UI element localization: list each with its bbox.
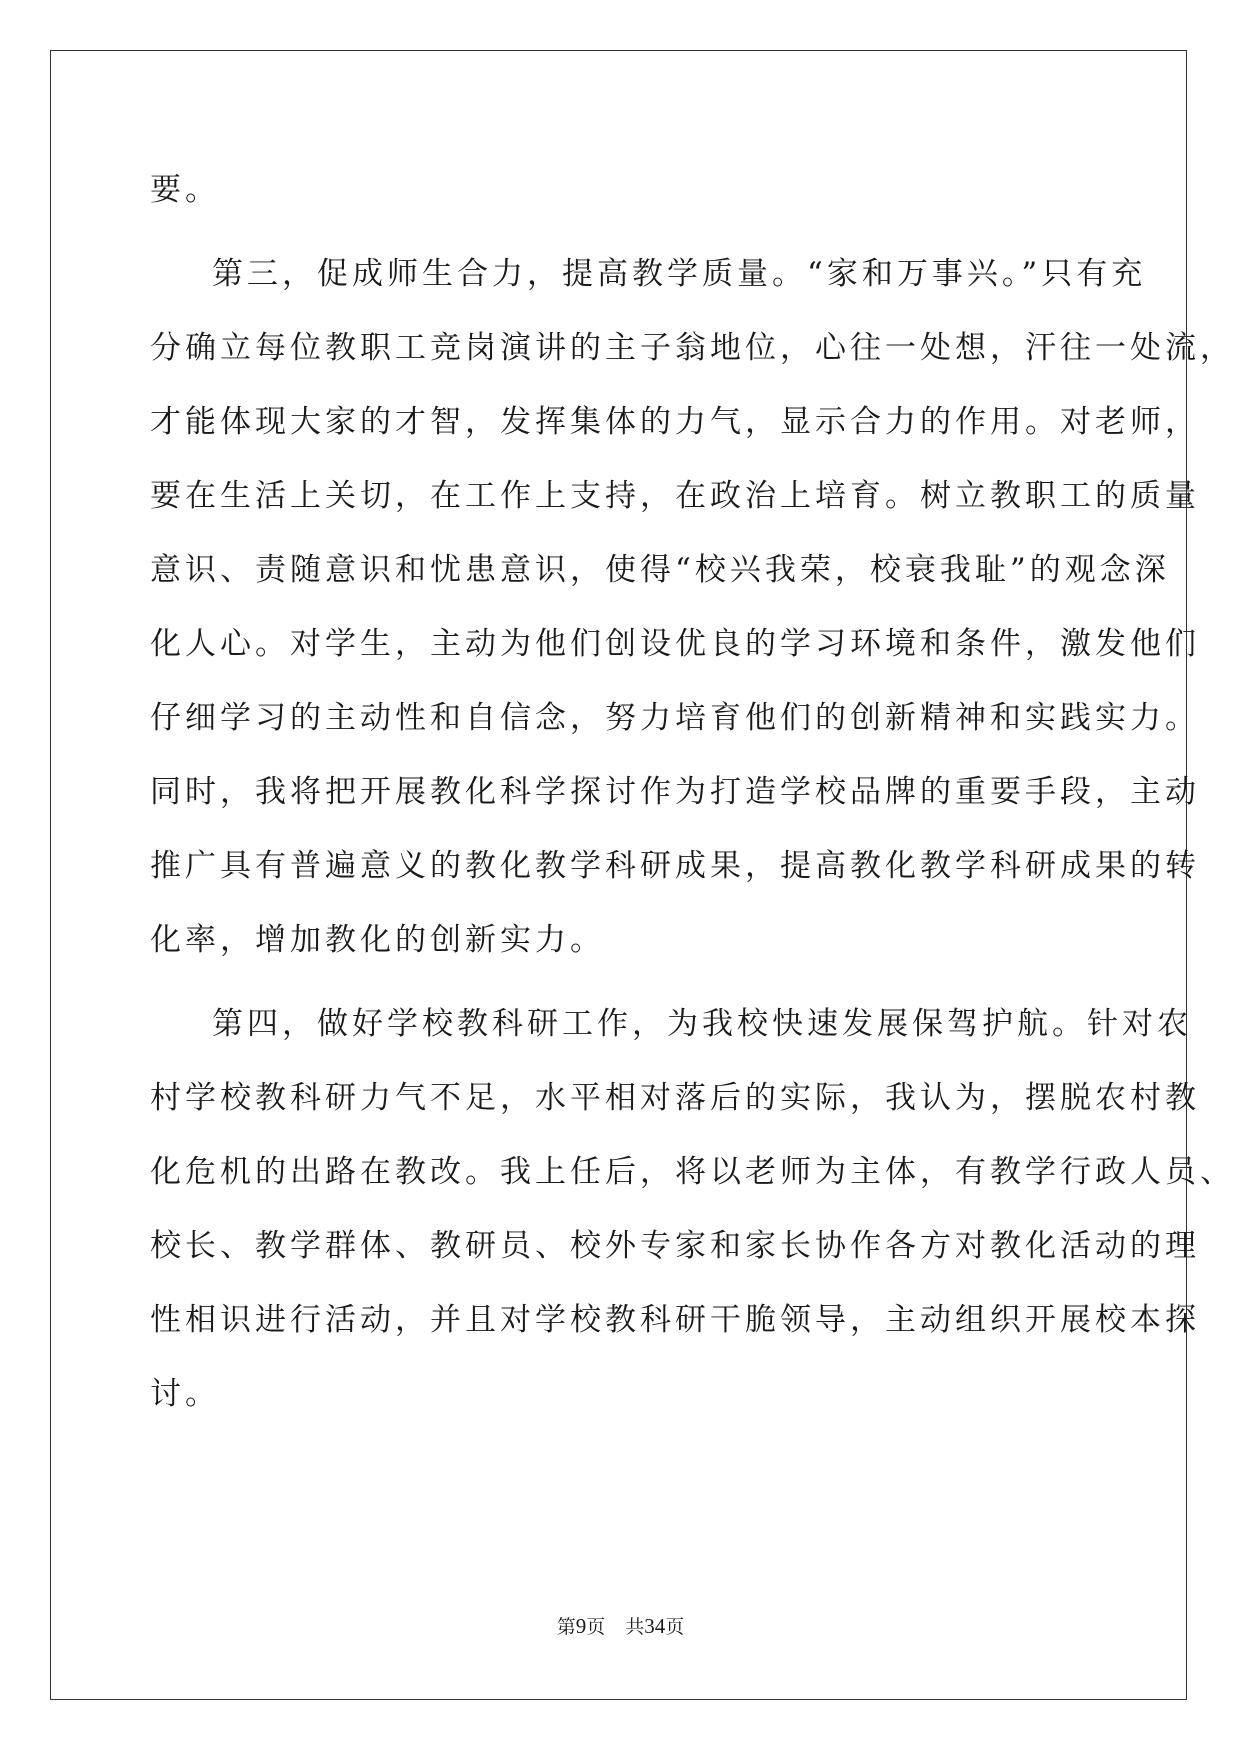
text-line: 性相识进行活动，并且对学校教科研干脆领导，主动组织开展校本探 (150, 1302, 1200, 1338)
text-line: 才能体现大家的才智，发挥集体的力气，显示合力的作用。对老师， (150, 404, 1200, 440)
paragraph-first-line: 第四，做好学校教科研工作，为我校快速发展保驾护航。针对农 (212, 1006, 1192, 1042)
text-line: 仔细学习的主动性和自信念，努力培育他们的创新精神和实践实力。 (150, 700, 1200, 736)
text-line: 村学校教科研力气不足，水平相对落后的实际，我认为，摆脱农村教 (150, 1080, 1200, 1116)
page-total: 共34页 (625, 1614, 685, 1638)
text-line: 化危机的出路在教改。我上任后，将以老师为主体，有教学行政人员、 (150, 1154, 1235, 1190)
page-number: 第9页 (556, 1614, 606, 1638)
text-line: 同时，我将把开展教化科学探讨作为打造学校品牌的重要手段，主动 (150, 774, 1200, 810)
page-footer (0, 1614, 1241, 1639)
text-line: 要在生活上关切，在工作上支持，在政治上培育。树立教职工的质量 (150, 478, 1200, 514)
text-line: 要。 (150, 172, 220, 208)
text-line: 校长、教学群体、教研员、校外专家和家长协作各方对教化活动的理 (150, 1228, 1200, 1264)
text-line: 意识、责随意识和忧患意识，使得“校兴我荣，校衰我耻”的观念深 (150, 552, 1170, 588)
text-line: 讨。 (150, 1376, 220, 1412)
text-line: 推广具有普遍意义的教化教学科研成果，提高教化教学科研成果的转 (150, 848, 1200, 884)
text-line: 化率，增加教化的创新实力。 (150, 922, 605, 958)
text-line: 化人心。对学生，主动为他们创设优良的学习环境和条件，激发他们 (150, 626, 1200, 662)
text-line: 分确立每位教职工竞岗演讲的主子翁地位，心往一处想，汗往一处流， (150, 330, 1235, 366)
paragraph-first-line: 第三，促成师生合力，提高教学质量。“家和万事兴。”只有充 (212, 256, 1147, 292)
